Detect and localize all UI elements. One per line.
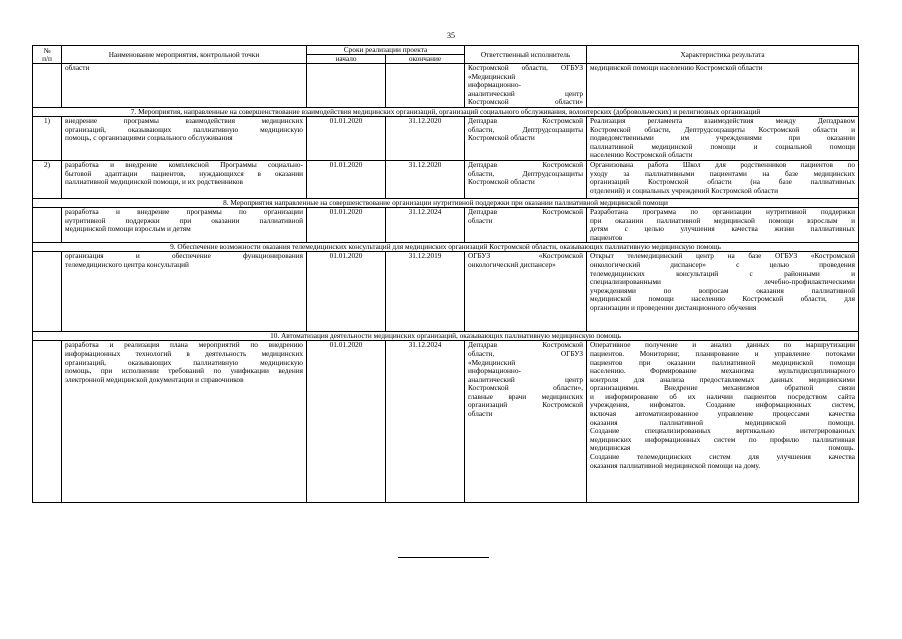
row-result: Разработана программа по организации нутритивной поддержки при оказании паллиативной медицинской помощи взрослым и детям с целью улучшения качества жизни паллиативных пациентов (587, 207, 859, 242)
row-end-date: 31.12.2024 (386, 207, 465, 242)
section-header-8 (33, 198, 859, 207)
section-title: 8. Мероприятия направленные на совершенствование организации нутритивной поддержки при оказании паллиативной медицинской помощи (33, 198, 859, 207)
row-name: внедрение программы взаимодействия медицинских организаций, оказывающих паллиативную медицинскую помощь, с организациями социального обслуживания (62, 116, 307, 160)
header-period: Сроки реализации проекта (307, 46, 465, 55)
row-num: 1) (33, 116, 62, 160)
table-row (33, 252, 859, 332)
section-title: 9. Обеспечение возможности оказания телемедицинских консультаций для медицинских организаций Костромской области, оказывающих паллиативную медицинскую помощь (33, 243, 859, 252)
table-row (33, 207, 859, 242)
section-header-10 (33, 332, 859, 341)
row-end-date: 31.12.2020 (386, 116, 465, 160)
row-executor: Депздрав Костромской области, Дептрудсоцзащиты Костромской области (465, 160, 587, 198)
row-num (33, 207, 62, 242)
row-result: Реализация регламента взаимодействия между Депздравом Костромской области, Дептрудсоцзащиты Костромской области и подведомственными им учреждениями при оказании паллиативной медицинской помощи и социальной помощи населению Костромской области (587, 116, 859, 160)
row-start-date: 01.01.2020 (307, 160, 386, 198)
row-end-date: 31.12.2020 (386, 160, 465, 198)
row-name: разработка и внедрение программы по организации нутритивной поддержки при оказании паллиативной медицинской помощи взрослым и детям (62, 207, 307, 242)
row-start-date: 01.01.2020 (307, 116, 386, 160)
row-end-date: 31.12.2024 (386, 341, 465, 503)
continuation-name: области (62, 64, 307, 108)
page-number: 35 (447, 31, 455, 40)
row-result: Организована работа Школ для родственников пациентов по уходу за паллиативными пациентами на базе медицинских организаций Костромской области (на базе паллиативных отделений) и социальных учреждений Костромской области (587, 160, 859, 198)
section-title: 7. Мероприятия, направленные на совершенствование взаимодействия медицинских организаций, организаций социального обслуживания, волонтерских (добровольческих) и религиозных организаций (33, 107, 859, 116)
row-executor: ОГБУЗ «Костромской онкологический диспансер» (465, 252, 587, 332)
continuation-result: медицинской помощи населению Костромской области (587, 64, 859, 108)
row-result: Оперативное получение и анализ данных по маршрутизации пациентов. Мониторинг, планирование и управление потоками пациентов при оказании паллиативной медицинской помощи населению. Формирование механизма мультидисциплинарного контроля для анализа предоставляемых данных медицинскими организациями. Внедрение механизмов обратной связи и информирование об их наличии пациентов посредством сайта учреждения, инфоматов. Создание информационных систем, включая автоматизированное управление процессами качества оказания паллиативной медицинской помощи. Создание специализированных вертикально интегрированных медицинских информационных систем по профилю паллиативная медицинская помощь. Создание телемедицинских систем для улучшения качества оказания паллиативной медицинской помощи на дому. (587, 341, 859, 503)
header-start: начало (307, 55, 386, 64)
row-name: разработка и реализация плана мероприятий по внедрению информационных технологий в деятельность медицинских организаций, оказывающих паллиативную медицинскую помощь, при исполнении требований по унификации ведения электронной медицинской документации и справочников (62, 341, 307, 503)
row-executor: Депздрав Костромской области (465, 207, 587, 242)
row-num (33, 252, 62, 332)
row-executor: Депздрав Костромской области, Дептрудсоцзащиты Костромской области (465, 116, 587, 160)
header-name: Наименование мероприятия, контрольной точки (62, 46, 307, 64)
header-executor: Ответственный исполнитель (465, 46, 587, 64)
bottom-rule (398, 557, 489, 558)
row-name: организация и обеспечение функционирования телемедицинского центра консультаций (62, 252, 307, 332)
row-result: Открыт телемедицинский центр на базе ОГБУЗ «Костромской онкологический диспансер» с целью проведения телемедицинских консультаций с районными и специализированными лечебно-профилактическими учреждениями по вопросам оказания паллиативной медицинской помощи населению Костромской области, для организации и проведении дистанционного обучения (587, 252, 859, 332)
row-num (33, 341, 62, 503)
activities-table (32, 45, 859, 503)
section-header-9 (33, 243, 859, 252)
section-header-7 (33, 107, 859, 116)
row-end-date: 31.12.2019 (386, 252, 465, 332)
section-title: 10. Автоматизация деятельности медицинских организаций, оказывающих паллиативную медицинскую помощь (33, 332, 859, 341)
table-row-continuation (33, 64, 859, 108)
header-result: Характеристика результата (587, 46, 859, 64)
header-end: окончание (386, 55, 465, 64)
continuation-executor: Костромской области, ОГБУЗ «Медицинский информационно- аналитический центр Костромской области» (465, 64, 587, 108)
header-num: № п/п (33, 46, 62, 64)
row-num: 2) (33, 160, 62, 198)
table-row (33, 160, 859, 198)
row-executor: Депздрав Костромской области, ОГБУЗ «Медицинский информационно- аналитический центр Костромской области», главные врачи медицинских организаций Костромской области (465, 341, 587, 503)
table-row (33, 116, 859, 160)
row-name: разработка и внедрение комплексной Программы социально- бытовой адаптации пациентов, нуждающихся в оказании паллиативной медицинской помощи, и их родственников (62, 160, 307, 198)
row-start-date: 01.01.2020 (307, 207, 386, 242)
row-start-date: 01.01.2020 (307, 341, 386, 503)
row-start-date: 01.01.2020 (307, 252, 386, 332)
table-row (33, 341, 859, 503)
